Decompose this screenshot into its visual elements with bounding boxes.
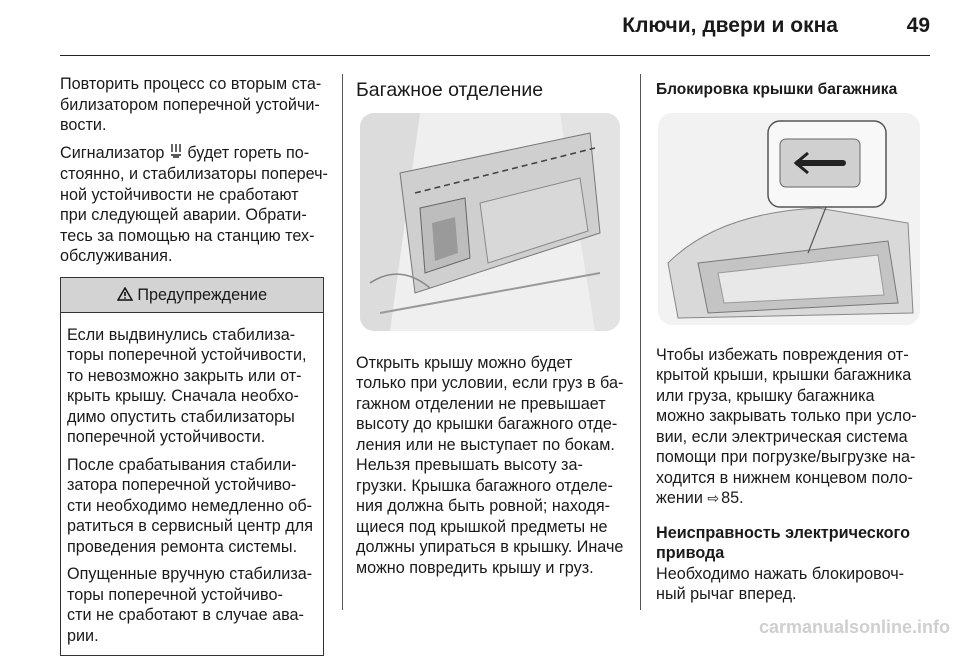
paragraph [356, 353, 626, 579]
paragraph [67, 325, 317, 448]
text-line: обслуживания. [60, 246, 328, 267]
subheading [656, 523, 928, 564]
text-line: только при условии, если груз в ба- [356, 373, 626, 394]
text-line: стоянно, и стабилизаторы попереч- [60, 164, 328, 185]
paragraph [60, 143, 328, 267]
text-line: тесь за помощью на станцию тех- [60, 226, 328, 247]
text-line: Открыть крышу можно будет [356, 353, 626, 374]
text-line: вости. [60, 115, 328, 136]
column-left [60, 74, 328, 656]
text-line: рии. [67, 626, 317, 647]
text-line: крытой крыши, крышки багажника [656, 365, 928, 386]
trunk-illustration [360, 113, 620, 331]
paragraph [656, 345, 928, 509]
section-heading: Блокировка крышки багажника [656, 80, 928, 101]
text-line: билизатором поперечной устойчи- [60, 95, 328, 116]
text-line: ния должна быть ровной; находя- [356, 496, 626, 517]
text-line: затора поперечной устойчиво- [67, 475, 317, 496]
text-line: жении ⇨ 85. [656, 488, 928, 509]
text-line: ходится в нижнем концевом поло- [656, 468, 928, 489]
paragraph [656, 564, 928, 605]
warning-body [61, 313, 323, 656]
text-line: то невозможно закрыть или от- [67, 366, 317, 387]
text-line: крыть крышу. Сначала необхо- [67, 386, 317, 407]
text-line: ратиться в сервисный центр для [67, 516, 317, 537]
page-number: 49 [907, 14, 930, 38]
warning-box [60, 277, 324, 656]
page-reference-link[interactable]: 85. [721, 489, 744, 507]
text-line: должны упираться в крышку. Иначе [356, 537, 626, 558]
text-line: Если выдвинулись стабилиза- [67, 325, 317, 346]
text-line: щиеся под крышкой предметы не [356, 517, 626, 538]
text-line: торы поперечной устойчивости, [67, 345, 317, 366]
text-line: Необходимо нажать блокировоч- [656, 564, 928, 585]
column-middle [356, 74, 626, 585]
text-line: поперечной устойчивости. [67, 427, 317, 448]
text-line: грузки. Крышка багажного отделе- [356, 476, 626, 497]
text-line: Чтобы избежать повреждения от- [656, 345, 928, 366]
paragraph [67, 455, 317, 558]
text-line: димо опустить стабилизаторы [67, 407, 317, 428]
text-line: ный рычаг вперед. [656, 584, 928, 605]
text-line: После срабатывания стабили- [67, 455, 317, 476]
text-line: Нельзя превышать высоту за- [356, 455, 626, 476]
text-line: ной устойчивости не сработают [60, 185, 328, 206]
header-rule [60, 55, 930, 56]
watermark: carmanualsonline.info [759, 617, 950, 638]
warning-triangle-icon [117, 286, 138, 304]
text-line: гажном отделении не превышает [356, 394, 626, 415]
text-line: можно закрывать только при усло- [656, 406, 928, 427]
warning-header [61, 278, 323, 313]
text-line: высоту до крышки багажного отде- [356, 414, 626, 435]
column-divider [342, 74, 343, 610]
text-line: Повторить процесс со вторым ста- [60, 74, 328, 95]
paragraph [67, 564, 317, 646]
text-line: торы поперечной устойчиво- [67, 585, 317, 606]
text-line: привода [656, 543, 928, 564]
warning-title: Предупреждение [137, 286, 267, 304]
text-line: помощи при погрузке/выгрузке на- [656, 447, 928, 468]
text-line: при следующей аварии. Обрати- [60, 205, 328, 226]
section-heading: Багажное отделение [356, 80, 626, 101]
chapter-title: Ключи, двери и окна [622, 14, 838, 38]
page-reference-icon: ⇨ [707, 488, 719, 509]
text-line: ления или не выступает по бокам. [356, 435, 626, 456]
text-line: можно повредить крышу и груз. [356, 558, 626, 579]
paragraph [60, 74, 328, 136]
page-header [60, 0, 930, 56]
stabilizer-warning-icon [169, 143, 183, 165]
trunk-lid-lock-illustration [658, 113, 920, 325]
text-line: проведения ремонта системы. [67, 537, 317, 558]
text-line: Неисправность электрического [656, 523, 928, 544]
text-line: или груза, крышку багажника [656, 386, 928, 407]
text-line: сти не сработают в случае ава- [67, 605, 317, 626]
text-line: сти необходимо немедленно об- [67, 496, 317, 517]
column-divider [640, 74, 641, 610]
column-right [656, 74, 928, 612]
text-line: вии, если электрическая система [656, 427, 928, 448]
text-line: Опущенные вручную стабилиза- [67, 564, 317, 585]
text-line: Сигнализатор будет гореть по- [60, 143, 328, 165]
